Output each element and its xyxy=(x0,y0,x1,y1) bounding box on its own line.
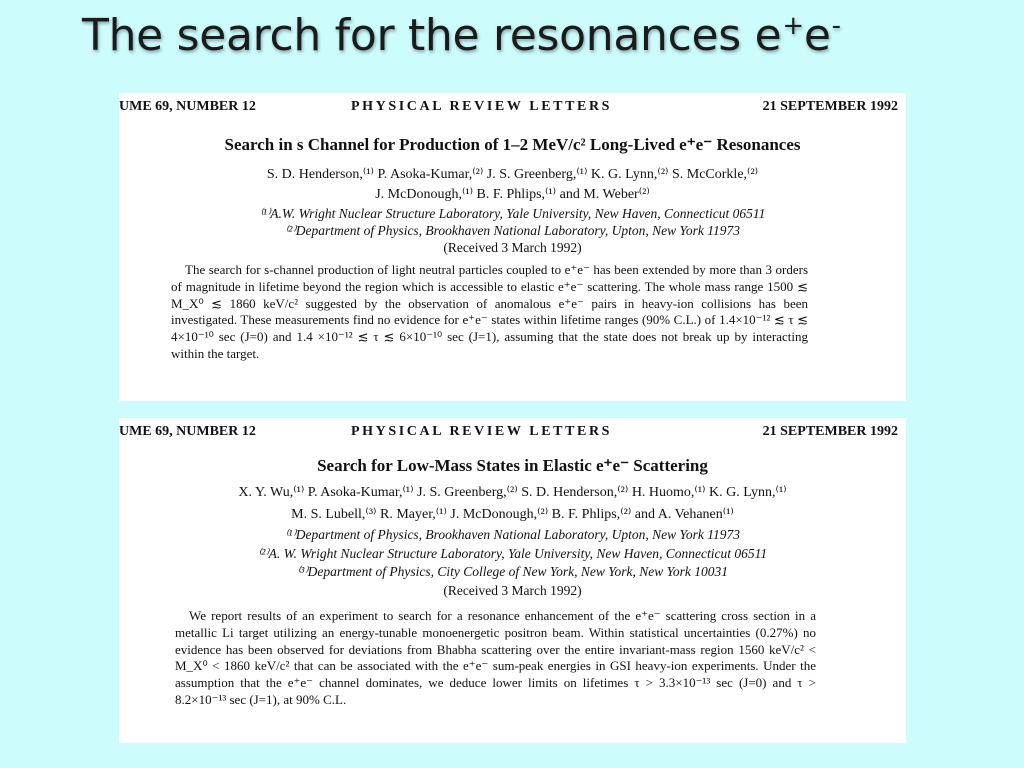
authors-line-1: S. D. Henderson,⁽¹⁾ P. Asoka-Kumar,⁽²⁾ J. S. Greenberg,⁽¹⁾ K. G. Lynn,⁽²⁾ S. McCorkle,⁽²⁾ xyxy=(266,167,759,182)
abstract: We report results of an experiment to search for a resonance enhancement of the e⁺e⁻ scattering cross section in a metallic Li target utilizing an energy-tunable monoenergetic positron beam. Within statistical uncertainties (0.27%) no evidence has been observed for deviations from Bhabha scattering over the entire invariant-mass region 1560 keV/c² < M_X⁰ < 1860 keV/c² that can be associated with the e⁺e⁻ sum-peak energies in GSI heavy-ion experiments. Under the assumption that the e⁺e⁻ channel dominates, we deduce lower limits on lifetimes τ > 3.3×10⁻¹³ sec (J=0) and τ > 8.2×10⁻¹³ sec (J=1), at 90% C.L. xyxy=(175,608,816,707)
issue-date: 21 SEPTEMBER 1992 xyxy=(762,99,898,114)
affiliation-2: ⁽²⁾A. W. Wright Nuclear Structure Laboratory, Yale University, New Haven, Connecticut 06511 xyxy=(257,545,768,561)
slide-title xyxy=(82,10,841,61)
abstract: The search for s-channel production of light neutral particles coupled to e⁺e⁻ has been extended by more than 3 orders of magnitude in lifetime beyond the region which is accessible to elastic e⁺e⁻ scattering. The whole mass range 1500 ≲ M_X⁰ ≲ 1860 keV/c² suggested by the observation of anomalous e⁺e⁻ pairs in heavy-ion collisions has been investigated. These measurements find no evidence for e⁺e⁻ states within lifetime ranges (90% C.L.) of 1.4×10⁻¹² ≲ τ ≲ 4×10⁻¹⁰ sec (J=0) and 1.4 ×10⁻¹² ≲ τ ≲ 6×10⁻¹⁰ sec (J=1), assuming that the state does not break up by interacting within the target. xyxy=(171,262,808,361)
affiliation-3: ⁽³⁾Department of Physics, City College of New York, New York, New York 10031 xyxy=(296,564,729,579)
slide-title-text: The search for the resonances e xyxy=(82,10,782,61)
slide-title-sup-minus: - xyxy=(831,11,841,41)
authors-line-2: J. McDonough,⁽¹⁾ B. F. Phlips,⁽¹⁾ and M. Weber⁽²⁾ xyxy=(375,187,650,202)
paper-excerpt-1 xyxy=(119,93,906,401)
slide-title-sup-plus: + xyxy=(782,11,804,41)
paper-excerpt-2 xyxy=(119,418,906,743)
volume-label: UME 69, NUMBER 12 xyxy=(119,99,256,114)
affiliation-2: ⁽²⁾Department of Physics, Brookhaven National Laboratory, Upton, New York 11973 xyxy=(285,223,740,238)
journal-name: PHYSICAL REVIEW LETTERS xyxy=(351,99,613,114)
issue-date: 21 SEPTEMBER 1992 xyxy=(762,424,898,439)
journal-header xyxy=(119,418,906,446)
volume-label: UME 69, NUMBER 12 xyxy=(119,424,256,439)
journal-header xyxy=(119,93,906,121)
affiliation-1: ⁽¹⁾Department of Physics, Brookhaven National Laboratory, Upton, New York 11973 xyxy=(285,527,740,542)
affiliation-1: ⁽¹⁾A.W. Wright Nuclear Structure Laboratory, Yale University, New Haven, Connecticut 06511 xyxy=(259,206,766,221)
paper-title: Search for Low-Mass States in Elastic e⁺e⁻ Scattering xyxy=(317,456,708,475)
received-date: (Received 3 March 1992) xyxy=(443,582,582,598)
slide-title-e: e xyxy=(803,10,831,61)
authors-line-2: M. S. Lubell,⁽³⁾ R. Mayer,⁽¹⁾ J. McDonough,⁽²⁾ B. F. Phlips,⁽²⁾ and A. Vehanen⁽¹⁾ xyxy=(291,507,734,522)
authors-line-1: X. Y. Wu,⁽¹⁾ P. Asoka-Kumar,⁽¹⁾ J. S. Greenberg,⁽²⁾ S. D. Henderson,⁽²⁾ H. Huomo,⁽¹⁾ K. G. Lynn,⁽¹⁾ xyxy=(238,485,787,500)
paper-title: Search in s Channel for Production of 1–2 MeV/c² Long-Lived e⁺e⁻ Resonances xyxy=(224,135,801,154)
journal-name: PHYSICAL REVIEW LETTERS xyxy=(351,424,613,439)
received-date: (Received 3 March 1992) xyxy=(443,240,582,255)
